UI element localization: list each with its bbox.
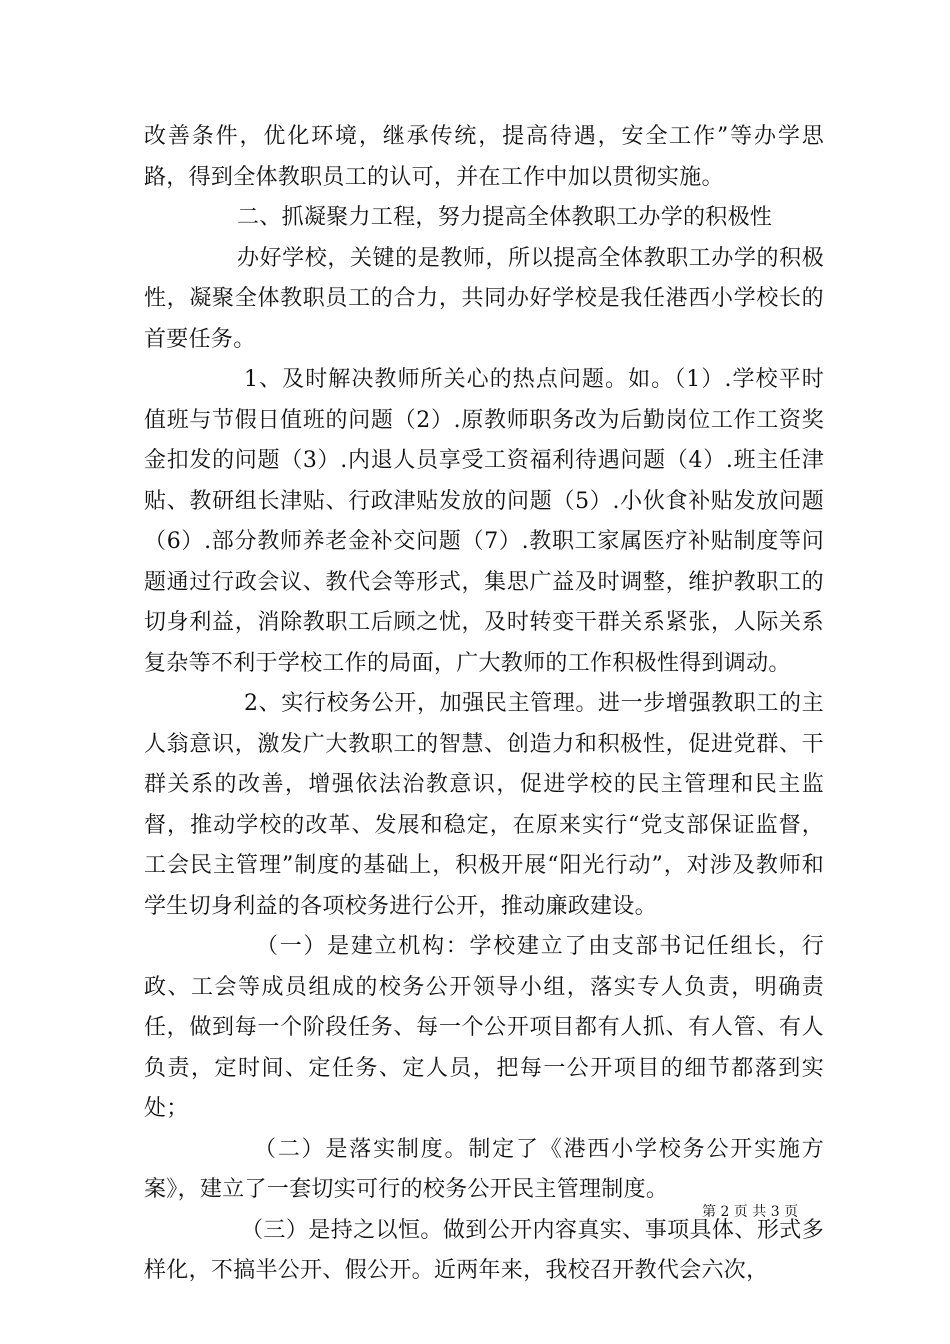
section-heading: 二、抓凝聚力工程，努力提高全体教职工办学的积极性 [237, 205, 773, 230]
page-number-footer: 第 2 页 共 3 页 [702, 1204, 799, 1220]
paragraph-sub-2: （二）是落实制度。制定了《港西小学校务公开实施方案》，建立了一套切实可行的校务公开民主管理制度。 [144, 1136, 824, 1202]
document-body [144, 117, 824, 1292]
paragraph-continuation: 改善条件，优化环境，继承传统，提高待遇，安全工作”等办学思路，得到全体教职员工的认可，并在工作中加以贯彻实施。 [144, 124, 824, 190]
paragraph-sub-3: （三）是持之以恒。做到公开内容真实、事项具体、形式多样化，不搞半公开、假公开。近两年来，我校召开教代会六次， [144, 1217, 824, 1283]
paragraph-sub-1: （一）是建立机构：学校建立了由支部书记任组长，行政、工会等成员组成的校务公开领导小组，落实专人负责，明确责任，做到每一个阶段任务、每一个公开项目都有人抓、有人管、有人负责，定时间、定任务、定人员，把每一公开项目的细节都落到实处； [144, 934, 824, 1121]
paragraph-intro: 办好学校，关键的是教师，所以提高全体教职工办学的积极性，凝聚全体教职员工的合力，共同办好学校是我任港西小学校长的首要任务。 [144, 245, 824, 352]
paragraph-item-2: 2、实行校务公开，加强民主管理。进一步增强教职工的主人翁意识，激发广大教职工的智慧、创造力和积极性，促进党群、干群关系的改善，增强依法治教意识，促进学校的民主管理和民主监督，推动学校的改革、发展和稳定，在原来实行“党支部保证监督，工会民主管理”制度的基础上，积极开展“阳光行动”，对涉及教师和学生切身利益的各项校务进行公开，推动廉政建设。 [144, 691, 824, 919]
paragraph-item-1: 1、及时解决教师所关心的热点问题。如。（1）.学校平时值班与节假日值班的问题（2）.原教师职务改为后勤岗位工作工资奖金扣发的问题（3）.内退人员享受工资福利待遇问题（4）.班主任津贴、教研组长津贴、行政津贴发放的问题（5）.小伙食补贴发放问题（6）.部分教师养老金补交问题（7）.教职工家属医疗补贴制度等问题通过行政会议、教代会等形式，集思广益及时调整，维护教职工的切身利益，消除教职工后顾之忧，及时转变干群关系紧张，人际关系复杂等不利于学校工作的局面，广大教师的工作积极性得到调动。 [144, 367, 824, 676]
